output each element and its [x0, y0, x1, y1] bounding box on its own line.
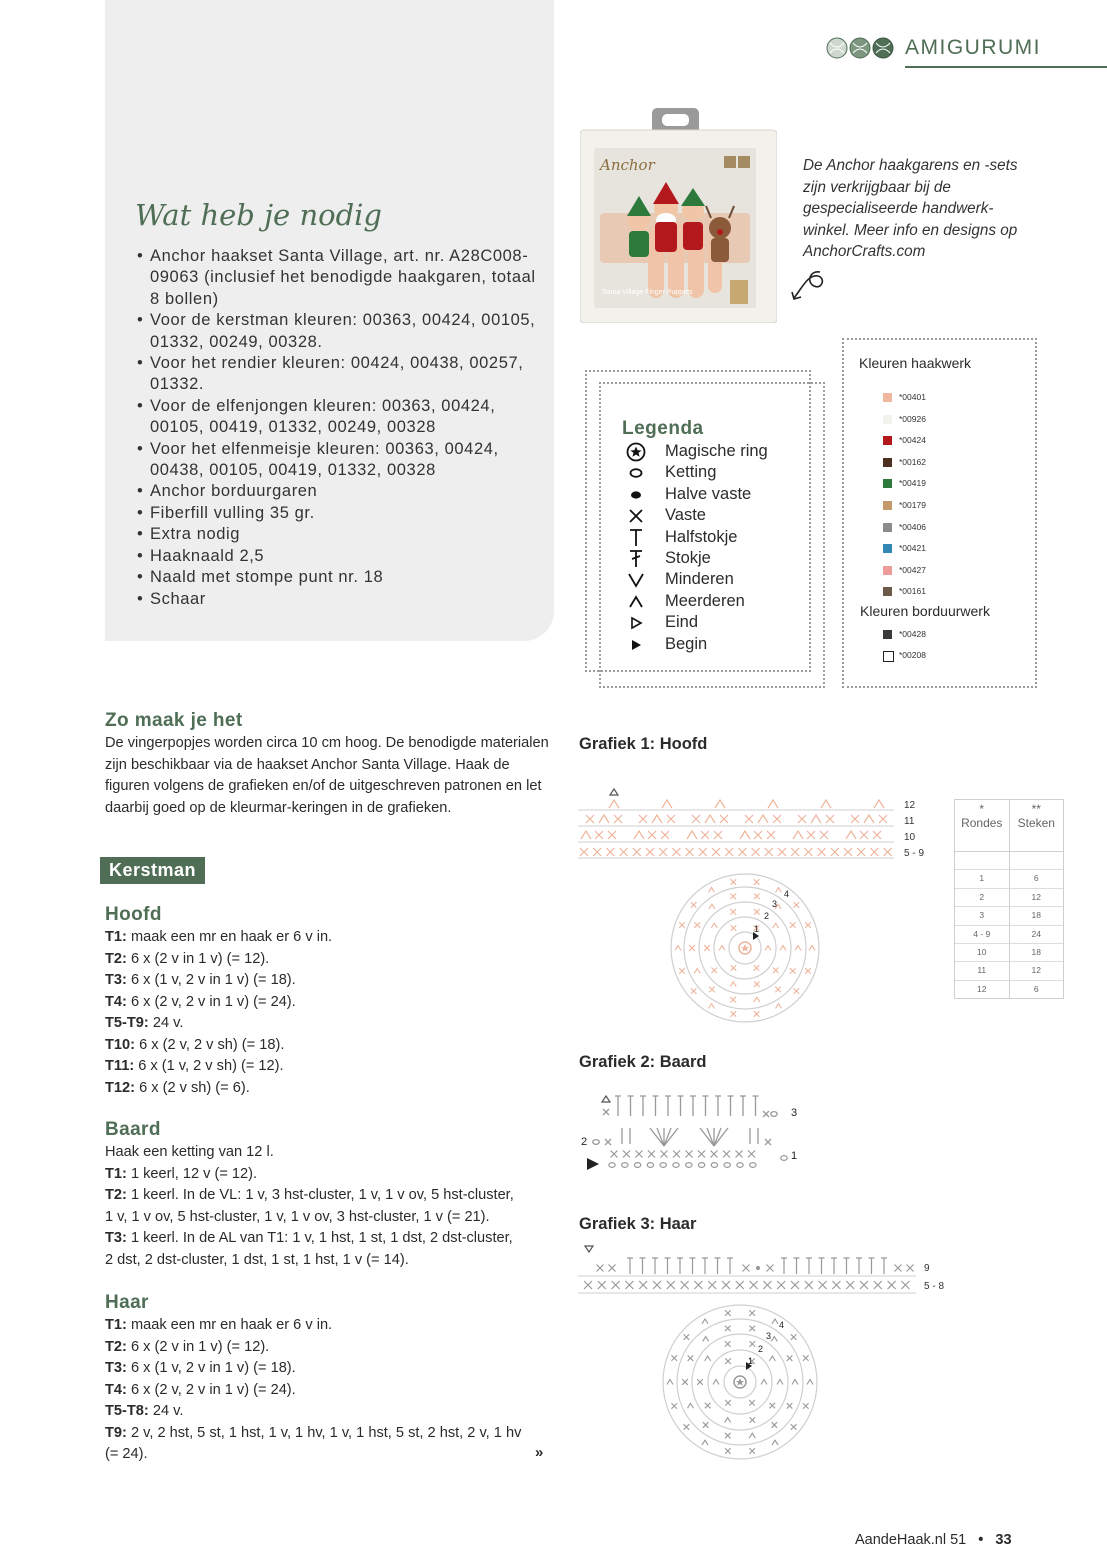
rondes-table-row: 10 18	[955, 944, 1063, 962]
rondes-header: * Rondes	[961, 802, 1003, 830]
kerstman-badge: Kerstman	[100, 857, 205, 884]
rondes-table-row: 3 18	[955, 907, 1063, 925]
pattern-line: T3: 6 x (1 v, 2 v in 1 v) (= 18).	[105, 972, 296, 988]
rondes-table-row: 4 - 9 24	[955, 926, 1063, 944]
materials-item: • Extra nodig	[135, 524, 545, 545]
pattern-line: T9: 2 v, 2 hst, 5 st, 1 hst, 1 v, 1 hv, 1 v, 1 hst, 5 st, 2 hst, 2 v, 1 hv	[105, 1424, 522, 1441]
rondes-table-row: 1 6	[955, 870, 1063, 888]
color-swatch	[883, 479, 892, 488]
materials-item: • Voor het elfenmeisje kleuren: 00363, 00424, 00438, 00105, 00419, 01332, 00328	[135, 439, 545, 482]
intro-text: De vingerpopjes worden circa 10 cm hoog. De benodigde materialen zijn beschikbaar via de haakset Anchor Santa Village. Haak de figuren volgens de grafieken en/of de uitgeschreven patronen en let daarbij goed op de kleurmar-keringen in de grafieken.	[105, 735, 549, 816]
rondes-table-header	[955, 800, 1063, 852]
chart-hoofd-label-12: 12	[904, 800, 916, 811]
chart-baard	[578, 1088, 808, 1174]
color-swatch	[883, 651, 894, 662]
section-label: AMIGURUMI	[905, 36, 1041, 59]
hoofd-title: Hoofd	[105, 904, 162, 925]
steken-header: ** Steken	[1009, 800, 1064, 851]
chart-hoofd-label-11: 11	[904, 816, 915, 827]
materials-item: • Anchor borduurgaren	[135, 481, 545, 502]
color-code: *00401	[899, 392, 926, 402]
hoofd-pattern	[105, 927, 332, 1099]
chart-baard-label-1: 1	[791, 1150, 798, 1162]
color-code: *00428	[899, 629, 926, 639]
pattern-line: T1: maak een mr en haak er 6 v in.	[105, 1317, 333, 1333]
color-swatch	[883, 587, 892, 596]
pattern-line: T2: 6 x (2 v in 1 v) (= 12).	[105, 950, 270, 967]
chart-baard-label-2: 2	[581, 1136, 588, 1148]
pattern-line: T5-T8: 24 v.	[105, 1403, 184, 1419]
product-box-text: Santa Village Finger Puppets	[602, 289, 693, 296]
chart-hoofd-label-5-9: 5 - 9	[904, 848, 925, 859]
continue-mark: »	[535, 1444, 544, 1461]
chart-hoofd-round-3: 3	[772, 899, 778, 909]
chart-hoofd-rounds	[664, 870, 826, 1028]
color-swatch	[883, 523, 892, 532]
product-brand: Anchor	[600, 156, 655, 174]
color-swatch	[883, 501, 892, 510]
embroidery-colors-title: Kleuren borduurwerk	[860, 603, 990, 619]
pattern-line: T1: 1 keerl, 12 v (= 12).	[105, 1165, 258, 1182]
pattern-line: 2 dst, 2 dst-cluster, 1 dst, 1 st, 1 hst, 1 v (= 14).	[105, 1251, 409, 1268]
pattern-line: T2: 1 keerl. In de VL: 1 v, 3 hst-cluster, 1 v, 1 v ov, 5 hst-cluster,	[105, 1187, 514, 1203]
footer-site: AandeHaak.nl 51	[855, 1532, 967, 1548]
pattern-line: T4: 6 x (2 v, 2 v in 1 v) (= 24).	[105, 993, 296, 1010]
header-rule	[905, 66, 1107, 68]
color-swatch	[883, 436, 892, 445]
chart-hoofd-rows	[576, 785, 926, 863]
baard-title: Baard	[105, 1119, 161, 1140]
pattern-line: T4: 6 x (2 v, 2 v in 1 v) (= 24).	[105, 1381, 296, 1398]
chart-hoofd-label-10: 10	[904, 832, 916, 843]
section-header	[826, 34, 1107, 68]
chart-hoofd-round-4: 4	[784, 889, 790, 899]
rondes-table-row: 12 6	[955, 981, 1063, 998]
rondes-table-row: 2 12	[955, 889, 1063, 907]
color-swatch	[883, 415, 892, 424]
chart-haar-rows	[576, 1240, 956, 1298]
color-code: *00421	[899, 543, 926, 554]
color-swatch	[883, 458, 892, 467]
page-number: 33	[995, 1532, 1012, 1548]
baard-pattern	[105, 1142, 514, 1271]
pattern-line: T3: 1 keerl. In de AL van T1: 1 v, 1 hst, 1 st, 1 dst, 2 dst-cluster,	[105, 1230, 513, 1246]
pattern-line: (= 24).	[105, 1446, 148, 1462]
pattern-line: T1: maak een mr en haak er 6 v in.	[105, 929, 333, 945]
chart-haar-rounds	[656, 1302, 824, 1464]
color-code: *00162	[899, 456, 926, 467]
crochet-colors-title: Kleuren haakwerk	[859, 355, 972, 371]
color-swatch	[883, 544, 892, 553]
color-code: *00424	[899, 435, 926, 446]
product-box-image	[580, 108, 777, 323]
materials-item: • Schaar	[135, 589, 545, 610]
chart-haar-round-3: 3	[766, 1331, 772, 1341]
materials-item: • Anchor haakset Santa Village, art. nr. A28C008-09063 (inclusief het benodigde haakgaren, totaal 8 bollen)	[135, 246, 545, 310]
chart-baard-title: Grafiek 2: Baard	[579, 1053, 707, 1071]
chart-hoofd-end-marker	[610, 789, 618, 795]
pattern-line: Haak een ketting van 12 l.	[105, 1144, 274, 1160]
chart-haar-round-1: 1	[748, 1356, 754, 1366]
materials-title: Wat heb je nodig	[135, 198, 382, 232]
materials-item: • Haaknaald 2,5	[135, 546, 545, 567]
color-swatch	[883, 566, 892, 575]
color-code: *00406	[899, 521, 926, 532]
chart-haar-round-2: 2	[758, 1344, 764, 1354]
color-code: *00179	[899, 500, 926, 510]
colors-box	[842, 338, 1037, 688]
chart-hoofd-title: Grafiek 1: Hoofd	[579, 735, 708, 753]
chart-haar-label-5-8: 5 - 8	[924, 1281, 945, 1292]
rondes-table-row: 11 12	[955, 962, 1063, 980]
chart-haar-label-9: 9	[924, 1263, 930, 1274]
pattern-line: T5-T9: 24 v.	[105, 1015, 184, 1031]
materials-item: • Voor de elfenjongen kleuren: 00363, 00424, 00105, 00419, 01332, 00249, 00328	[135, 396, 545, 439]
pattern-line: T11: 6 x (1 v, 2 v sh) (= 12).	[105, 1058, 284, 1074]
color-code: *00427	[899, 564, 926, 575]
pattern-line: T12: 6 x (2 v sh) (= 6).	[105, 1079, 250, 1096]
pattern-line: 1 v, 1 v ov, 5 hst-cluster, 1 v, 1 v ov, 3 hst-cluster, 1 v (= 21).	[105, 1208, 490, 1225]
curly-arrow-icon	[788, 268, 832, 308]
chart-haar-title: Grafiek 3: Haar	[579, 1215, 697, 1233]
color-code: *00161	[899, 586, 926, 597]
haar-title: Haar	[105, 1292, 149, 1313]
materials-item: • Voor het rendier kleuren: 00424, 00438, 00257, 01332.	[135, 353, 545, 396]
product-caption: De Anchor haakgarens en -sets zijn verkrijgbaar bij de gespecialiseerde handwerk-winkel. Meer info en designs op AnchorCrafts.com	[803, 157, 1018, 261]
yarn-balls-icon	[826, 37, 896, 59]
rondes-table	[954, 799, 1064, 999]
materials-item: • Naald met stompe punt nr. 18	[135, 567, 545, 588]
chart-hoofd-round-2: 2	[764, 911, 770, 921]
color-swatch	[883, 630, 892, 639]
begin-triangle-icon	[625, 635, 647, 660]
color-swatch	[883, 393, 892, 402]
materials-panel	[105, 0, 554, 641]
chart-baard-label-3: 3	[791, 1107, 798, 1119]
materials-item: • Voor de kerstman kleuren: 00363, 00424, 00105, 01332, 00249, 00328.	[135, 310, 545, 353]
legend-title: Legenda	[622, 418, 704, 439]
pattern-line: T2: 6 x (2 v in 1 v) (= 12).	[105, 1338, 270, 1355]
materials-list	[135, 246, 545, 610]
pattern-line: T10: 6 x (2 v, 2 v sh) (= 18).	[105, 1036, 285, 1053]
color-code: *00208	[899, 650, 926, 660]
color-code: *00419	[899, 478, 926, 489]
haar-pattern	[105, 1315, 521, 1466]
chart-haar-round-4: 4	[779, 1320, 785, 1330]
pattern-line: T3: 6 x (1 v, 2 v in 1 v) (= 18).	[105, 1360, 296, 1376]
intro-title: Zo maak je het	[105, 710, 243, 731]
page-footer: AandeHaak.nl 51 • 33	[855, 1532, 1012, 1548]
materials-item: • Fiberfill vulling 35 gr.	[135, 503, 545, 524]
chart-hoofd-round-1: 1	[754, 924, 760, 934]
color-code: *00926	[899, 413, 926, 424]
